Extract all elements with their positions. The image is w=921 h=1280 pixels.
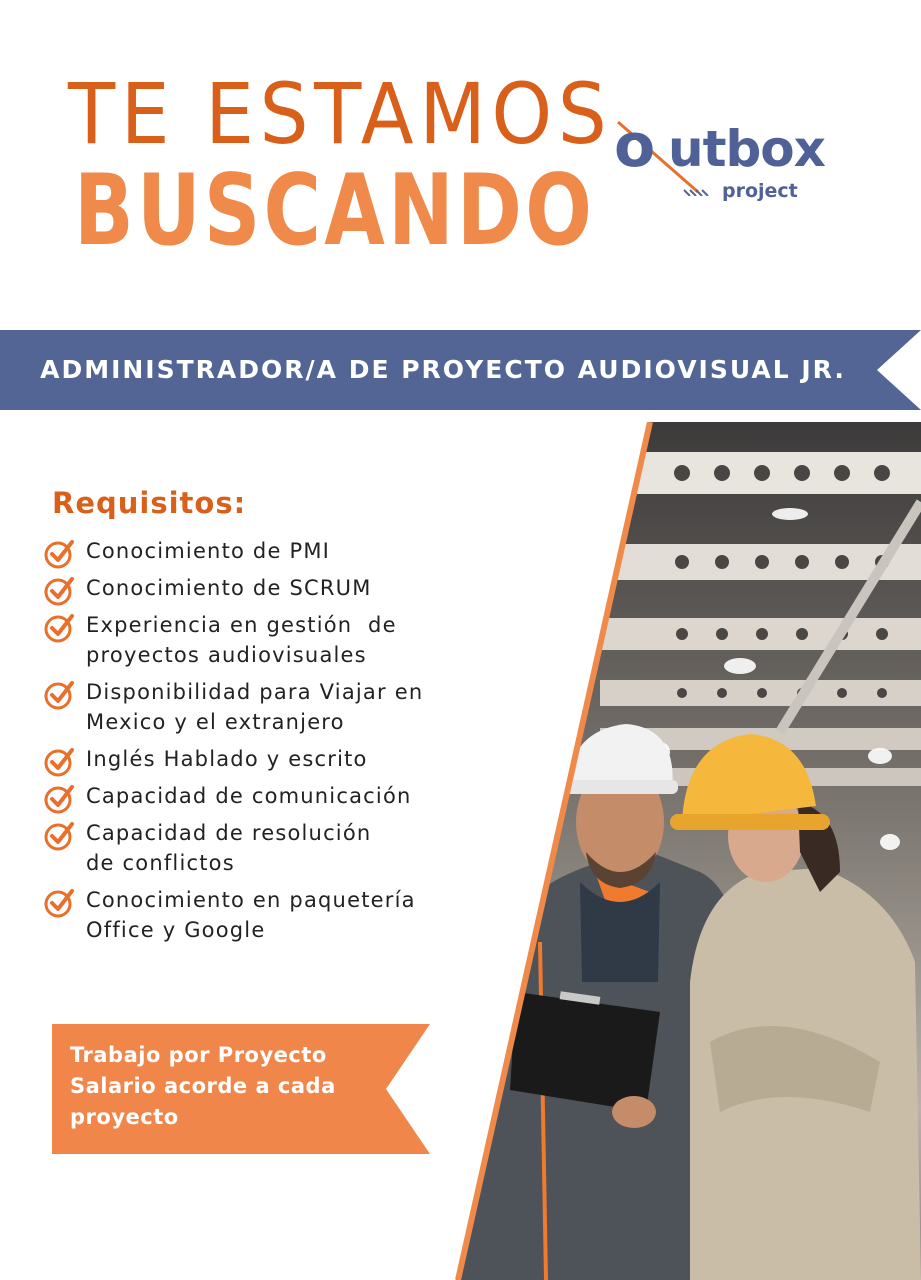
check-circle-icon [44, 887, 76, 919]
promo-text [70, 1040, 370, 1133]
check-circle-icon [44, 612, 76, 644]
promo-line-2: Salario acorde a cada [70, 1074, 336, 1098]
requirement-line-1: Capacidad de comunicación [86, 784, 412, 808]
requirement-item [44, 744, 464, 774]
check-circle-icon [44, 575, 76, 607]
check-circle-icon [44, 783, 76, 815]
banner-notch [877, 330, 921, 410]
requirement-item [44, 677, 464, 737]
check-circle-icon [44, 820, 76, 852]
requirement-line-2: de conflictos [86, 851, 235, 875]
requirement-line-1: Inglés Hablado y escrito [86, 747, 368, 771]
requirement-item [44, 536, 464, 566]
promo-line-3: proyecto [70, 1105, 179, 1129]
requirement-line-1: Conocimiento de SCRUM [86, 576, 372, 600]
outbox-logo [612, 111, 872, 214]
requirement-line-2: proyectos audiovisuales [86, 643, 367, 667]
headline-line-2: BUSCANDO [74, 154, 596, 268]
requirement-line-1: Capacidad de resolución [86, 821, 372, 845]
requirement-line-1: Conocimiento en paquetería [86, 888, 416, 912]
requirement-line-1: Disponibilidad para Viajar en [86, 680, 424, 704]
requirement-item [44, 885, 464, 945]
requirement-line-2: Mexico y el extranjero [86, 710, 345, 734]
logo-o-letter: o [614, 111, 655, 181]
requirement-item [44, 781, 464, 811]
promo-line-1: Trabajo por Proyecto [70, 1043, 327, 1067]
requirement-line-1: Experiencia en gestión de [86, 613, 397, 637]
workers-photo [420, 422, 921, 1280]
requirement-item [44, 610, 464, 670]
check-circle-icon [44, 679, 76, 711]
job-title: ADMINISTRADOR/A DE PROYECTO AUDIOVISUAL JR. [40, 355, 846, 384]
requirement-item [44, 573, 464, 603]
requirements-list [44, 536, 464, 952]
requirement-item [44, 818, 464, 878]
requirements-title: Requisitos: [52, 486, 247, 520]
job-title-banner [0, 330, 921, 410]
logo-subtitle: project [722, 180, 798, 202]
headline-line-1: TE ESTAMOS [68, 65, 613, 163]
logo-wordmark: utbox [668, 120, 825, 178]
check-circle-icon [44, 538, 76, 570]
requirement-line-2: Office y Google [86, 918, 266, 942]
requirement-line-1: Conocimiento de PMI [86, 539, 331, 563]
check-circle-icon [44, 746, 76, 778]
